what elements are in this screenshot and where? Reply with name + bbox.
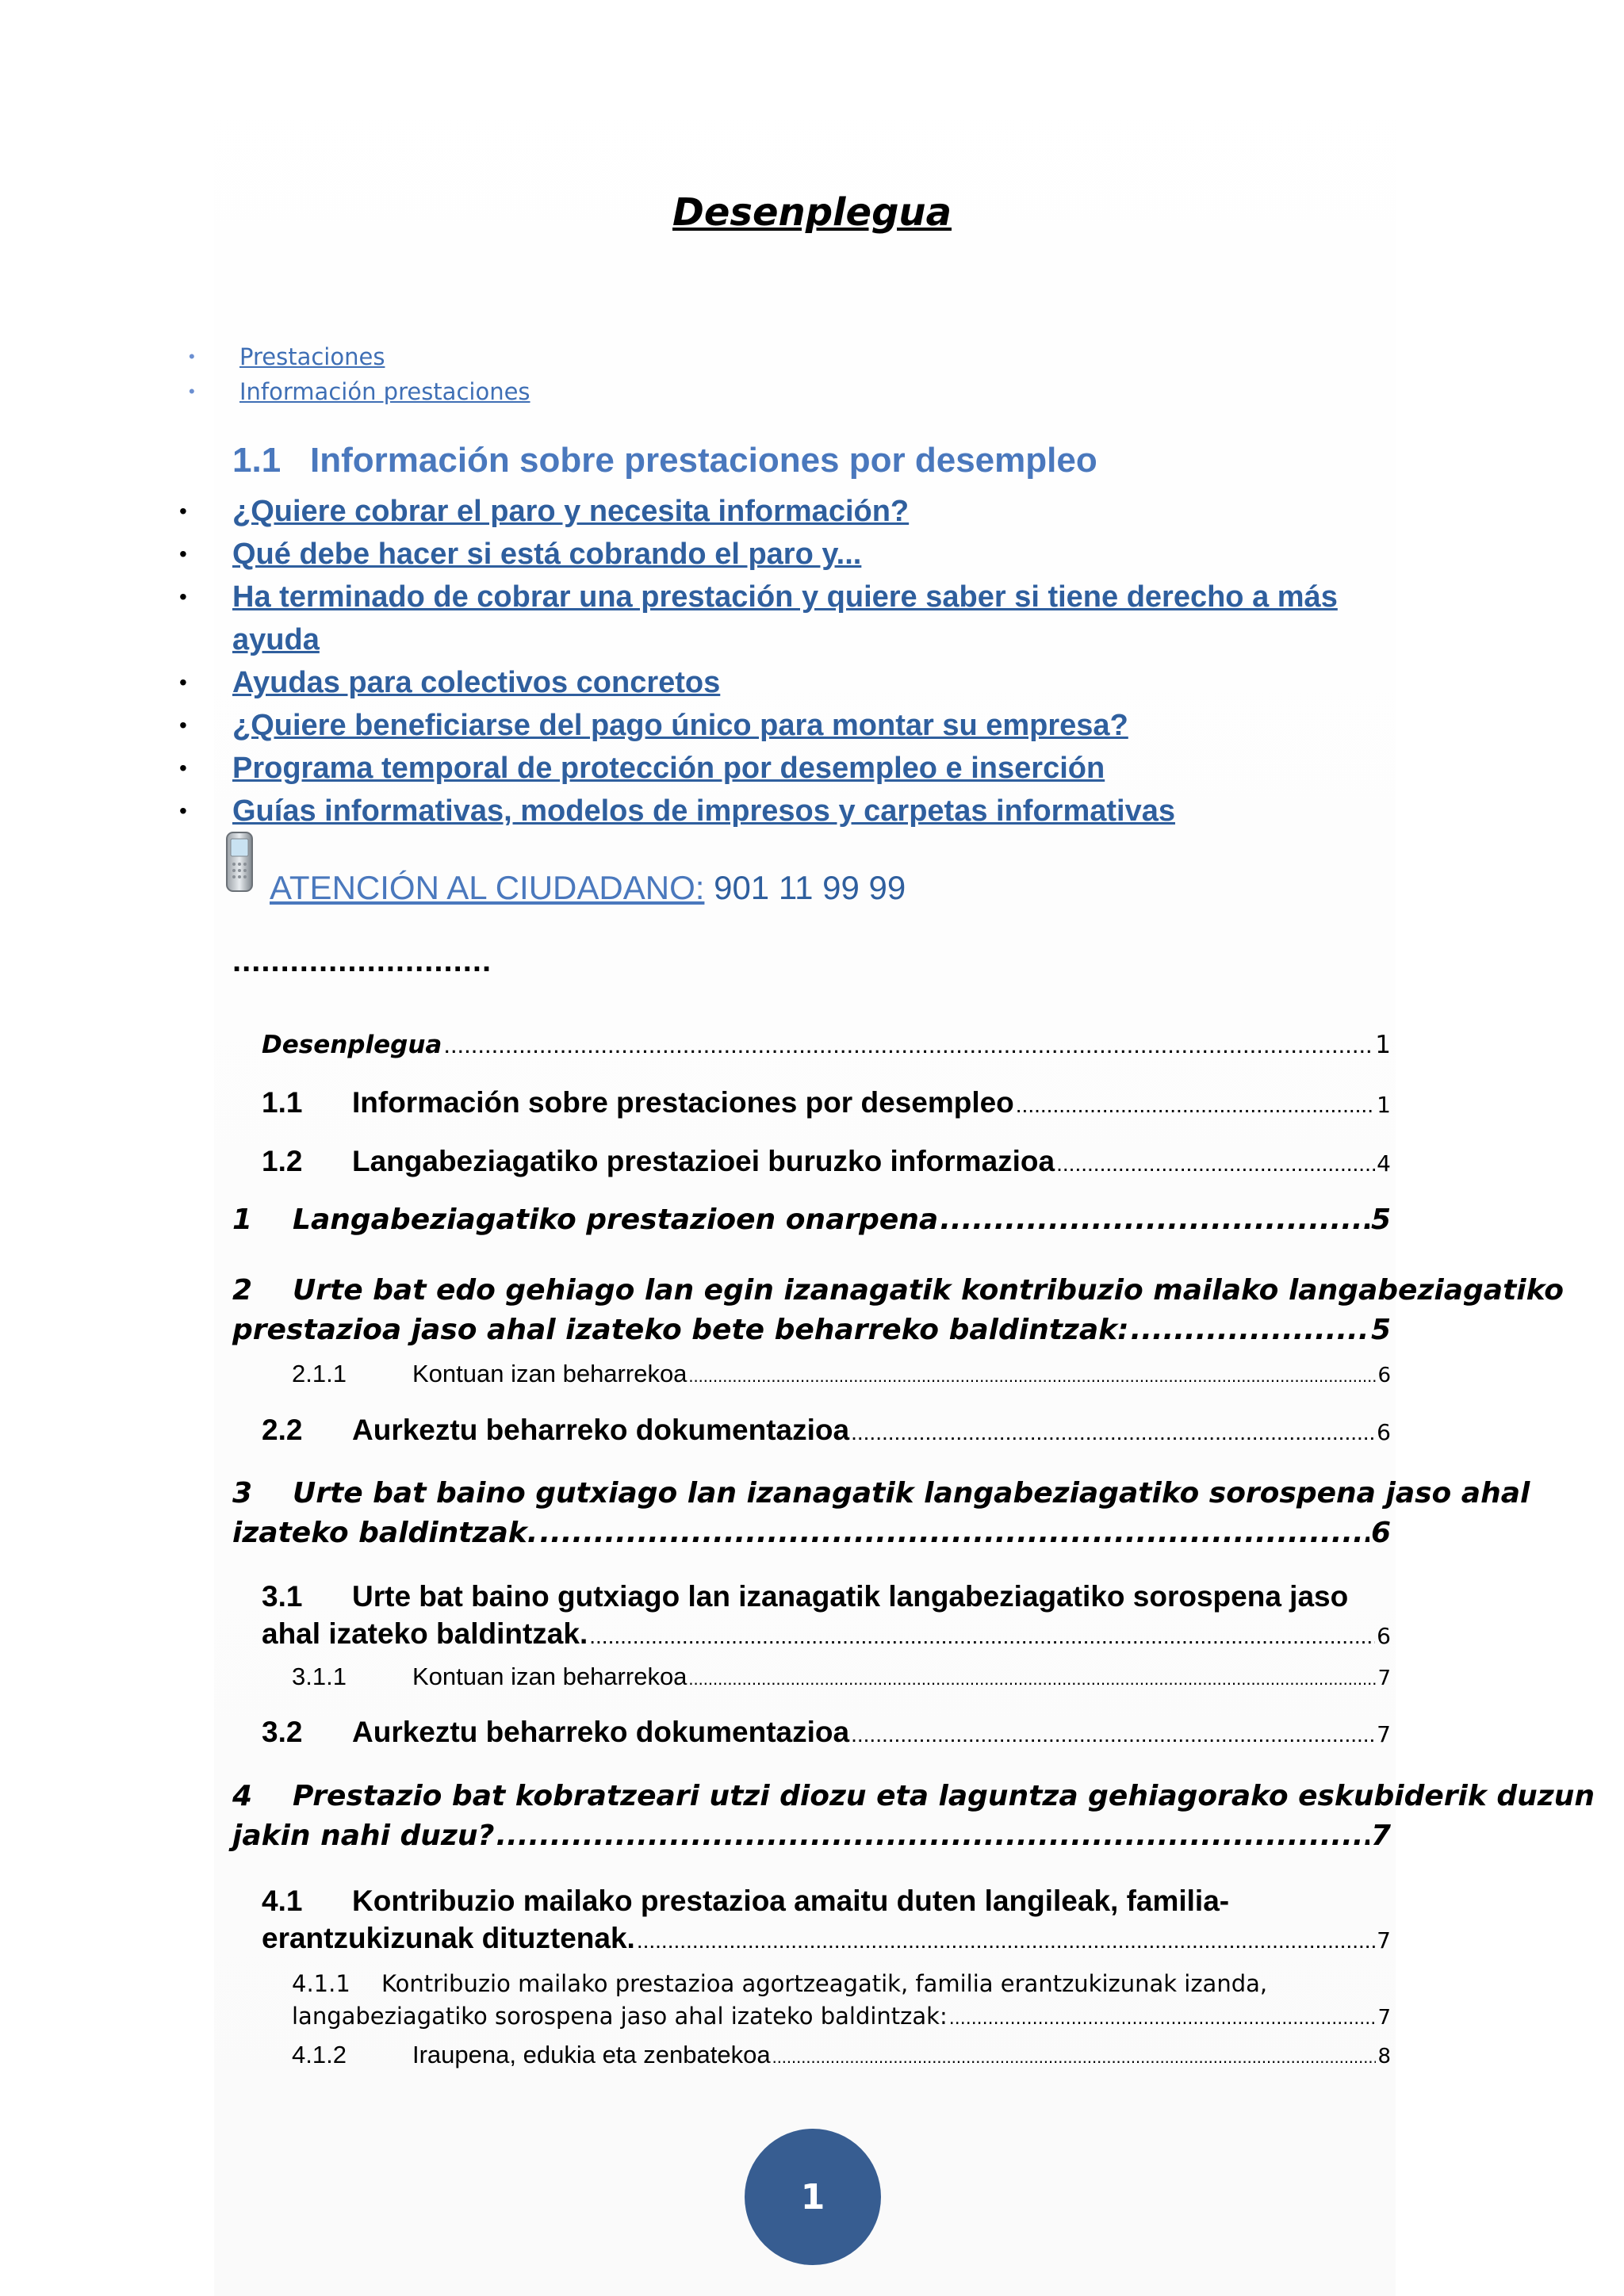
- toc-entry-text: jakin nahi duzu?: [232, 1820, 495, 1852]
- toc-entry[interactable]: [232, 1470, 1530, 1549]
- toc-entry-text: izateko baldintzak.: [232, 1517, 538, 1549]
- list-item: [179, 747, 1369, 790]
- toc-entry-text-line1: Kontribuzio mailako prestazioa amaitu duten langileak, familia-: [352, 1885, 1230, 1917]
- toc-entry-page: 8: [1377, 2045, 1391, 2068]
- link-guias-informativas[interactable]: Guías informativas, modelos de impresos y carpetas informativas: [232, 794, 1175, 828]
- bullet-icon: •: [179, 670, 187, 695]
- toc-entry[interactable]: [232, 1267, 1565, 1346]
- toc-entry-page: 5: [1370, 1314, 1391, 1346]
- bullet-icon: •: [179, 541, 187, 566]
- toc-entry-text: langabeziagatiko sorospena jaso ahal izateko baldintzak:: [292, 2003, 948, 2030]
- toc-entry-number: 1: [232, 1203, 253, 1236]
- toc-entry-text-line1: Urte bat baino gutxiago lan izanagatik langabeziagatiko sorospena jaso ahal: [293, 1477, 1530, 1510]
- link-ayudas-colectivos[interactable]: Ayudas para colectivos concretos: [232, 666, 721, 699]
- toc-entry[interactable]: [262, 1576, 1391, 1651]
- toc-entry[interactable]: [232, 1773, 1595, 1852]
- link-cobrar-paro[interactable]: ¿Quiere cobrar el paro y necesita información?: [232, 495, 910, 528]
- toc-entry-page: 1: [1375, 1031, 1391, 1059]
- link-pago-unico[interactable]: ¿Quiere beneficiarse del pago único para montar su empresa?: [232, 709, 1128, 742]
- list-item: [179, 490, 1369, 533]
- toc-entry[interactable]: [292, 2041, 1391, 2069]
- toc-entry-page: 1: [1377, 1092, 1391, 1118]
- toc-entry-text-line1: Kontribuzio mailako prestazioa agortzeagatik, familia erantzukizunak izanda,: [381, 1970, 1268, 1997]
- bullet-icon: •: [179, 756, 187, 780]
- toc-entry-page: 6: [1377, 1419, 1391, 1445]
- toc-entry[interactable]: [262, 1031, 1391, 1059]
- toc-entry-text: Kontuan izan beharrekoa: [412, 1663, 688, 1690]
- toc-entry-text-line1: Urte bat baino gutxiago lan izanagatik langabeziagatiko sorospena jaso: [352, 1580, 1349, 1613]
- link-terminado-prestacion-cont[interactable]: ayuda: [232, 623, 320, 656]
- citizen-service-number: 901 11 99 99: [704, 869, 906, 906]
- toc-entry-number: 2.2: [262, 1414, 303, 1446]
- section-title: Información sobre prestaciones por desempleo: [310, 441, 1097, 480]
- mobile-phone-icon: [222, 829, 259, 897]
- list-item: [179, 790, 1369, 832]
- toc-entry-text: Langabeziagatiko prestazioen onarpena: [293, 1203, 939, 1236]
- list-item: [179, 618, 1369, 661]
- toc-entry[interactable]: [262, 1414, 1391, 1447]
- toc-entry-text: Información sobre prestaciones por desempleo: [352, 1086, 1014, 1119]
- document-title: Desenplegua: [672, 190, 952, 235]
- toc-entry-number: 3: [232, 1477, 253, 1510]
- toc-entry-text: Langabeziagatiko prestazioei buruzko informazioa: [352, 1145, 1055, 1177]
- list-item: [179, 704, 1369, 747]
- toc-entry[interactable]: [262, 1881, 1391, 1955]
- toc-entry-number: 4.1.1: [292, 1970, 350, 1997]
- toc-entry-page: 4: [1377, 1150, 1391, 1177]
- list-item: [179, 661, 1369, 704]
- bullet-icon: •: [189, 346, 195, 366]
- toc-entry-number: 4: [232, 1780, 253, 1812]
- bullet-icon: •: [179, 584, 187, 609]
- toc-entry-page: 7: [1370, 1820, 1391, 1852]
- toc-entry-number: 3.2: [262, 1716, 303, 1748]
- toc-entry-number: 3.1: [262, 1580, 303, 1613]
- toc-entry-page: 6: [1370, 1517, 1391, 1549]
- link-informacion-prestaciones[interactable]: Información prestaciones: [239, 378, 530, 405]
- toc-entry[interactable]: [232, 1203, 1391, 1236]
- toc-entry-page: 5: [1370, 1203, 1391, 1236]
- toc-entry-number: 4.1: [262, 1885, 303, 1917]
- toc-entry-number: 2: [232, 1274, 253, 1307]
- top-links-list: [189, 339, 530, 409]
- toc-entry[interactable]: [262, 1145, 1391, 1178]
- bullet-icon: •: [189, 381, 195, 401]
- toc-entry-number: 4.1.2: [292, 2041, 347, 2068]
- citizen-service-line: [270, 869, 906, 907]
- toc-entry-page: 6: [1377, 1364, 1391, 1387]
- toc-entry[interactable]: [292, 1663, 1391, 1691]
- toc-entry-text-line1: Urte bat edo gehiago lan egin izanagatik kontribuzio mailako langabeziagatiko: [293, 1274, 1565, 1307]
- toc-entry[interactable]: [262, 1716, 1391, 1749]
- separator-dots: ...........................: [232, 943, 492, 978]
- toc-entry-number: 1.2: [262, 1145, 303, 1177]
- link-prestaciones[interactable]: Prestaciones: [239, 343, 385, 370]
- page-number-badge: 1: [745, 2129, 881, 2265]
- toc-entry-number: 2.1.1: [292, 1360, 347, 1387]
- link-terminado-prestacion[interactable]: Ha terminado de cobrar una prestación y quiere saber si tiene derecho a más: [232, 580, 1338, 614]
- toc-entry[interactable]: [292, 1965, 1391, 2030]
- toc-entry-number: 1.1: [262, 1086, 303, 1119]
- toc-entry-text-line1: Prestazio bat kobratzeari utzi diozu eta laguntza gehiagorako eskubiderik duzun: [293, 1780, 1595, 1812]
- toc-entry-page: 7: [1377, 2006, 1391, 2030]
- toc-entry-text: Kontuan izan beharrekoa: [412, 1360, 688, 1387]
- toc-entry-page: 7: [1377, 1927, 1391, 1954]
- bullet-icon: •: [179, 713, 187, 737]
- toc-entry-page: 7: [1377, 1721, 1391, 1747]
- toc-entry-text: erantzukizunak dituztenak.: [262, 1922, 635, 1954]
- section-number: 1.1: [232, 441, 282, 480]
- link-cobrando-paro[interactable]: Qué debe hacer si está cobrando el paro y...: [232, 538, 862, 571]
- toc-entry-text: Iraupena, edukia eta zenbatekoa: [412, 2041, 771, 2068]
- list-item: [189, 339, 530, 374]
- toc-entry-text: Aurkeztu beharreko dokumentazioa: [352, 1716, 850, 1748]
- citizen-service-label[interactable]: ATENCIÓN AL CIUDADANO:: [270, 869, 705, 906]
- toc-entry-text: Aurkeztu beharreko dokumentazioa: [352, 1414, 850, 1446]
- toc-entry-text: ahal izateko baldintzak.: [262, 1617, 588, 1650]
- link-programa-temporal[interactable]: Programa temporal de protección por desempleo e inserción: [232, 752, 1105, 785]
- toc-entry[interactable]: [292, 1360, 1391, 1388]
- toc-entry-text: prestazioa jaso ahal izateko bete beharreko baldintzak:: [232, 1314, 1129, 1346]
- list-item: [179, 576, 1369, 618]
- toc-entry-number: 3.1.1: [292, 1663, 347, 1690]
- toc-entry-text: Desenplegua: [262, 1031, 442, 1059]
- list-item: [189, 374, 530, 409]
- info-links-list: [179, 490, 1369, 832]
- toc-entry-page: 7: [1377, 1667, 1391, 1690]
- toc-entry-page: 6: [1377, 1623, 1391, 1649]
- toc-entry[interactable]: [262, 1086, 1391, 1119]
- bullet-icon: •: [179, 798, 187, 823]
- bullet-icon: •: [179, 499, 187, 523]
- list-item: [179, 533, 1369, 576]
- section-heading: [232, 441, 1097, 480]
